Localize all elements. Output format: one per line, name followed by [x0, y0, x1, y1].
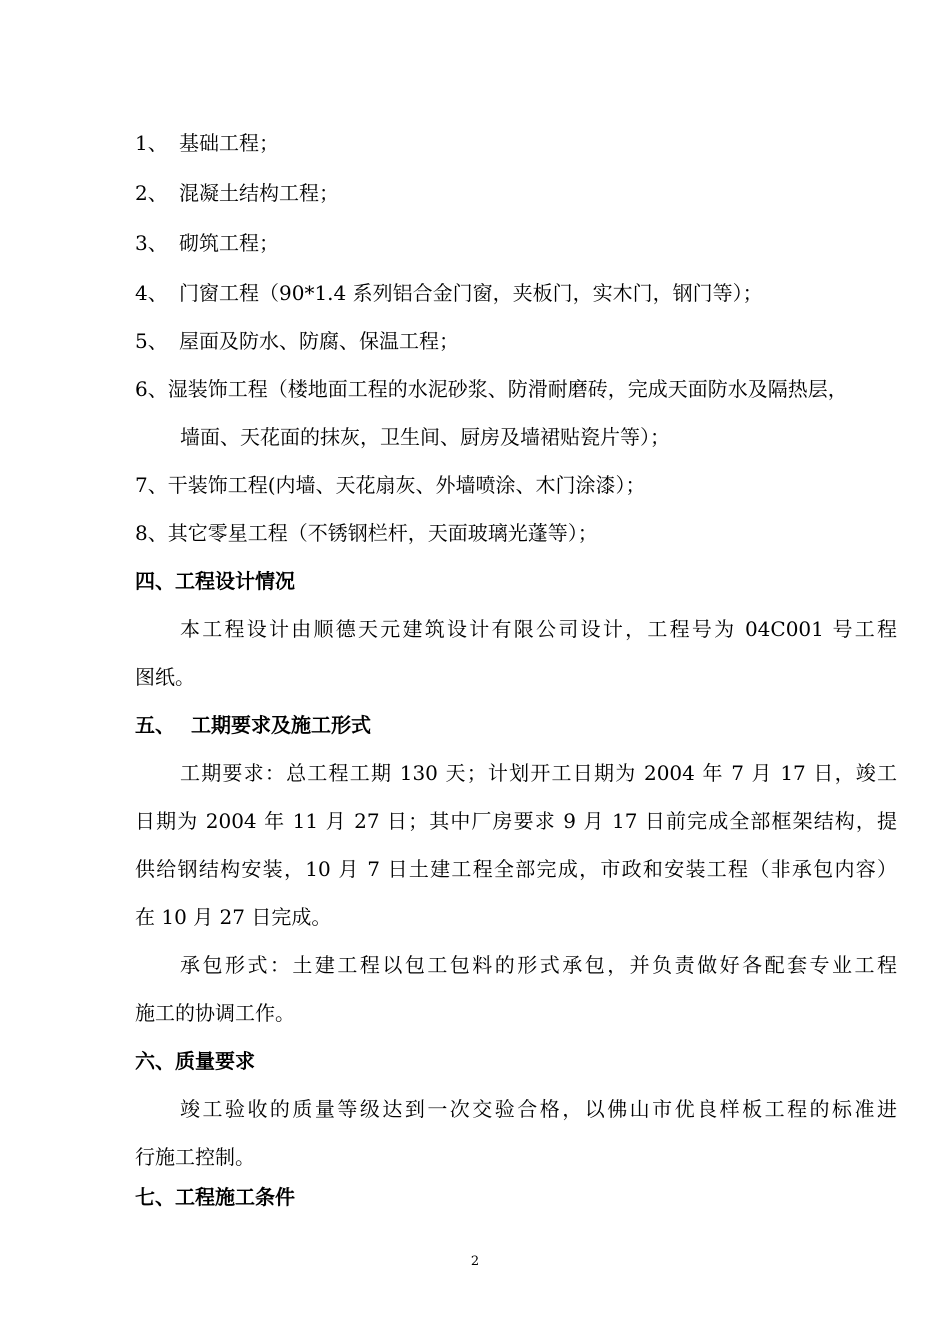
heading-number: 五、 — [135, 713, 175, 737]
list-item-6-continuation — [180, 423, 897, 451]
list-number: 2、 — [135, 181, 168, 205]
list-number: 6、 — [135, 377, 168, 401]
section-heading-5 — [135, 711, 897, 739]
section-heading-4: 四、工程设计情况 — [135, 569, 295, 593]
section-heading-7: 七、工程施工条件 — [135, 1185, 295, 1209]
list-text: 砌筑工程； — [179, 231, 279, 255]
list-number: 8、 — [135, 521, 168, 545]
section-heading-6: 六、质量要求 — [135, 1049, 255, 1073]
paragraph-line: 承包形式：土建工程以包工包料的形式承包，并负责做好各配套专业工程 — [180, 953, 897, 977]
list-item-2 — [135, 179, 897, 207]
list-number: 7、 — [135, 473, 168, 497]
list-text: 墙面、天花面的抹灰，卫生间、厨房及墙裙贴瓷片等）； — [180, 425, 670, 449]
list-text: 其它零星工程（不锈钢栏杆，天面玻璃光蓬等）； — [167, 521, 598, 545]
paragraph-line: 工期要求：总工程工期 130 天；计划开工日期为 2004 年 7 月 17 日，竣工 — [180, 761, 897, 785]
paragraph-line: 行施工控制。 — [135, 1145, 255, 1169]
paragraph-line: 日期为 2004 年 11 月 27 日；其中厂房要求 9 月 17 日前完成全部框架结构，提 — [135, 809, 897, 833]
paragraph-line: 竣工验收的质量等级达到一次交验合格，以佛山市优良样板工程的标准进 — [180, 1097, 897, 1121]
list-item-5 — [135, 327, 897, 355]
list-item-3 — [135, 229, 897, 257]
list-number: 4、 — [135, 281, 168, 305]
list-item-6 — [135, 375, 897, 403]
list-text: 门窗工程（90*1.4 系列铝合金门窗，夹板门，实木门，钢门等）； — [179, 281, 763, 305]
list-number: 1、 — [135, 131, 168, 155]
list-text: 基础工程； — [179, 131, 279, 155]
page-number: 2 — [470, 1254, 480, 1269]
list-text: 混凝土结构工程； — [179, 181, 339, 205]
list-text: 屋面及防水、防腐、保温工程； — [179, 329, 459, 353]
paragraph-line: 本工程设计由顺德天元建筑设计有限公司设计，工程号为 04C001 号工程 — [180, 617, 897, 641]
paragraph-line: 供给钢结构安装，10 月 7 日土建工程全部完成，市政和安装工程（非承包内容） — [135, 857, 897, 881]
paragraph-line: 图纸。 — [135, 665, 195, 689]
list-text: 干装饰工程(内墙、天花扇灰、外墙喷涂、木门涂漆）； — [167, 473, 646, 497]
list-number: 5、 — [135, 329, 168, 353]
heading-text: 工期要求及施工形式 — [191, 713, 371, 737]
list-item-1 — [135, 129, 897, 157]
paragraph-line: 施工的协调工作。 — [135, 1001, 295, 1025]
list-number: 3、 — [135, 231, 168, 255]
list-item-8 — [135, 519, 897, 547]
list-item-7 — [135, 471, 897, 499]
list-item-4 — [135, 279, 897, 307]
list-text: 湿装饰工程（楼地面工程的水泥砂浆、防滑耐磨砖，完成天面防水及隔热层， — [167, 377, 848, 401]
paragraph-line: 在 10 月 27 日完成。 — [135, 905, 332, 929]
